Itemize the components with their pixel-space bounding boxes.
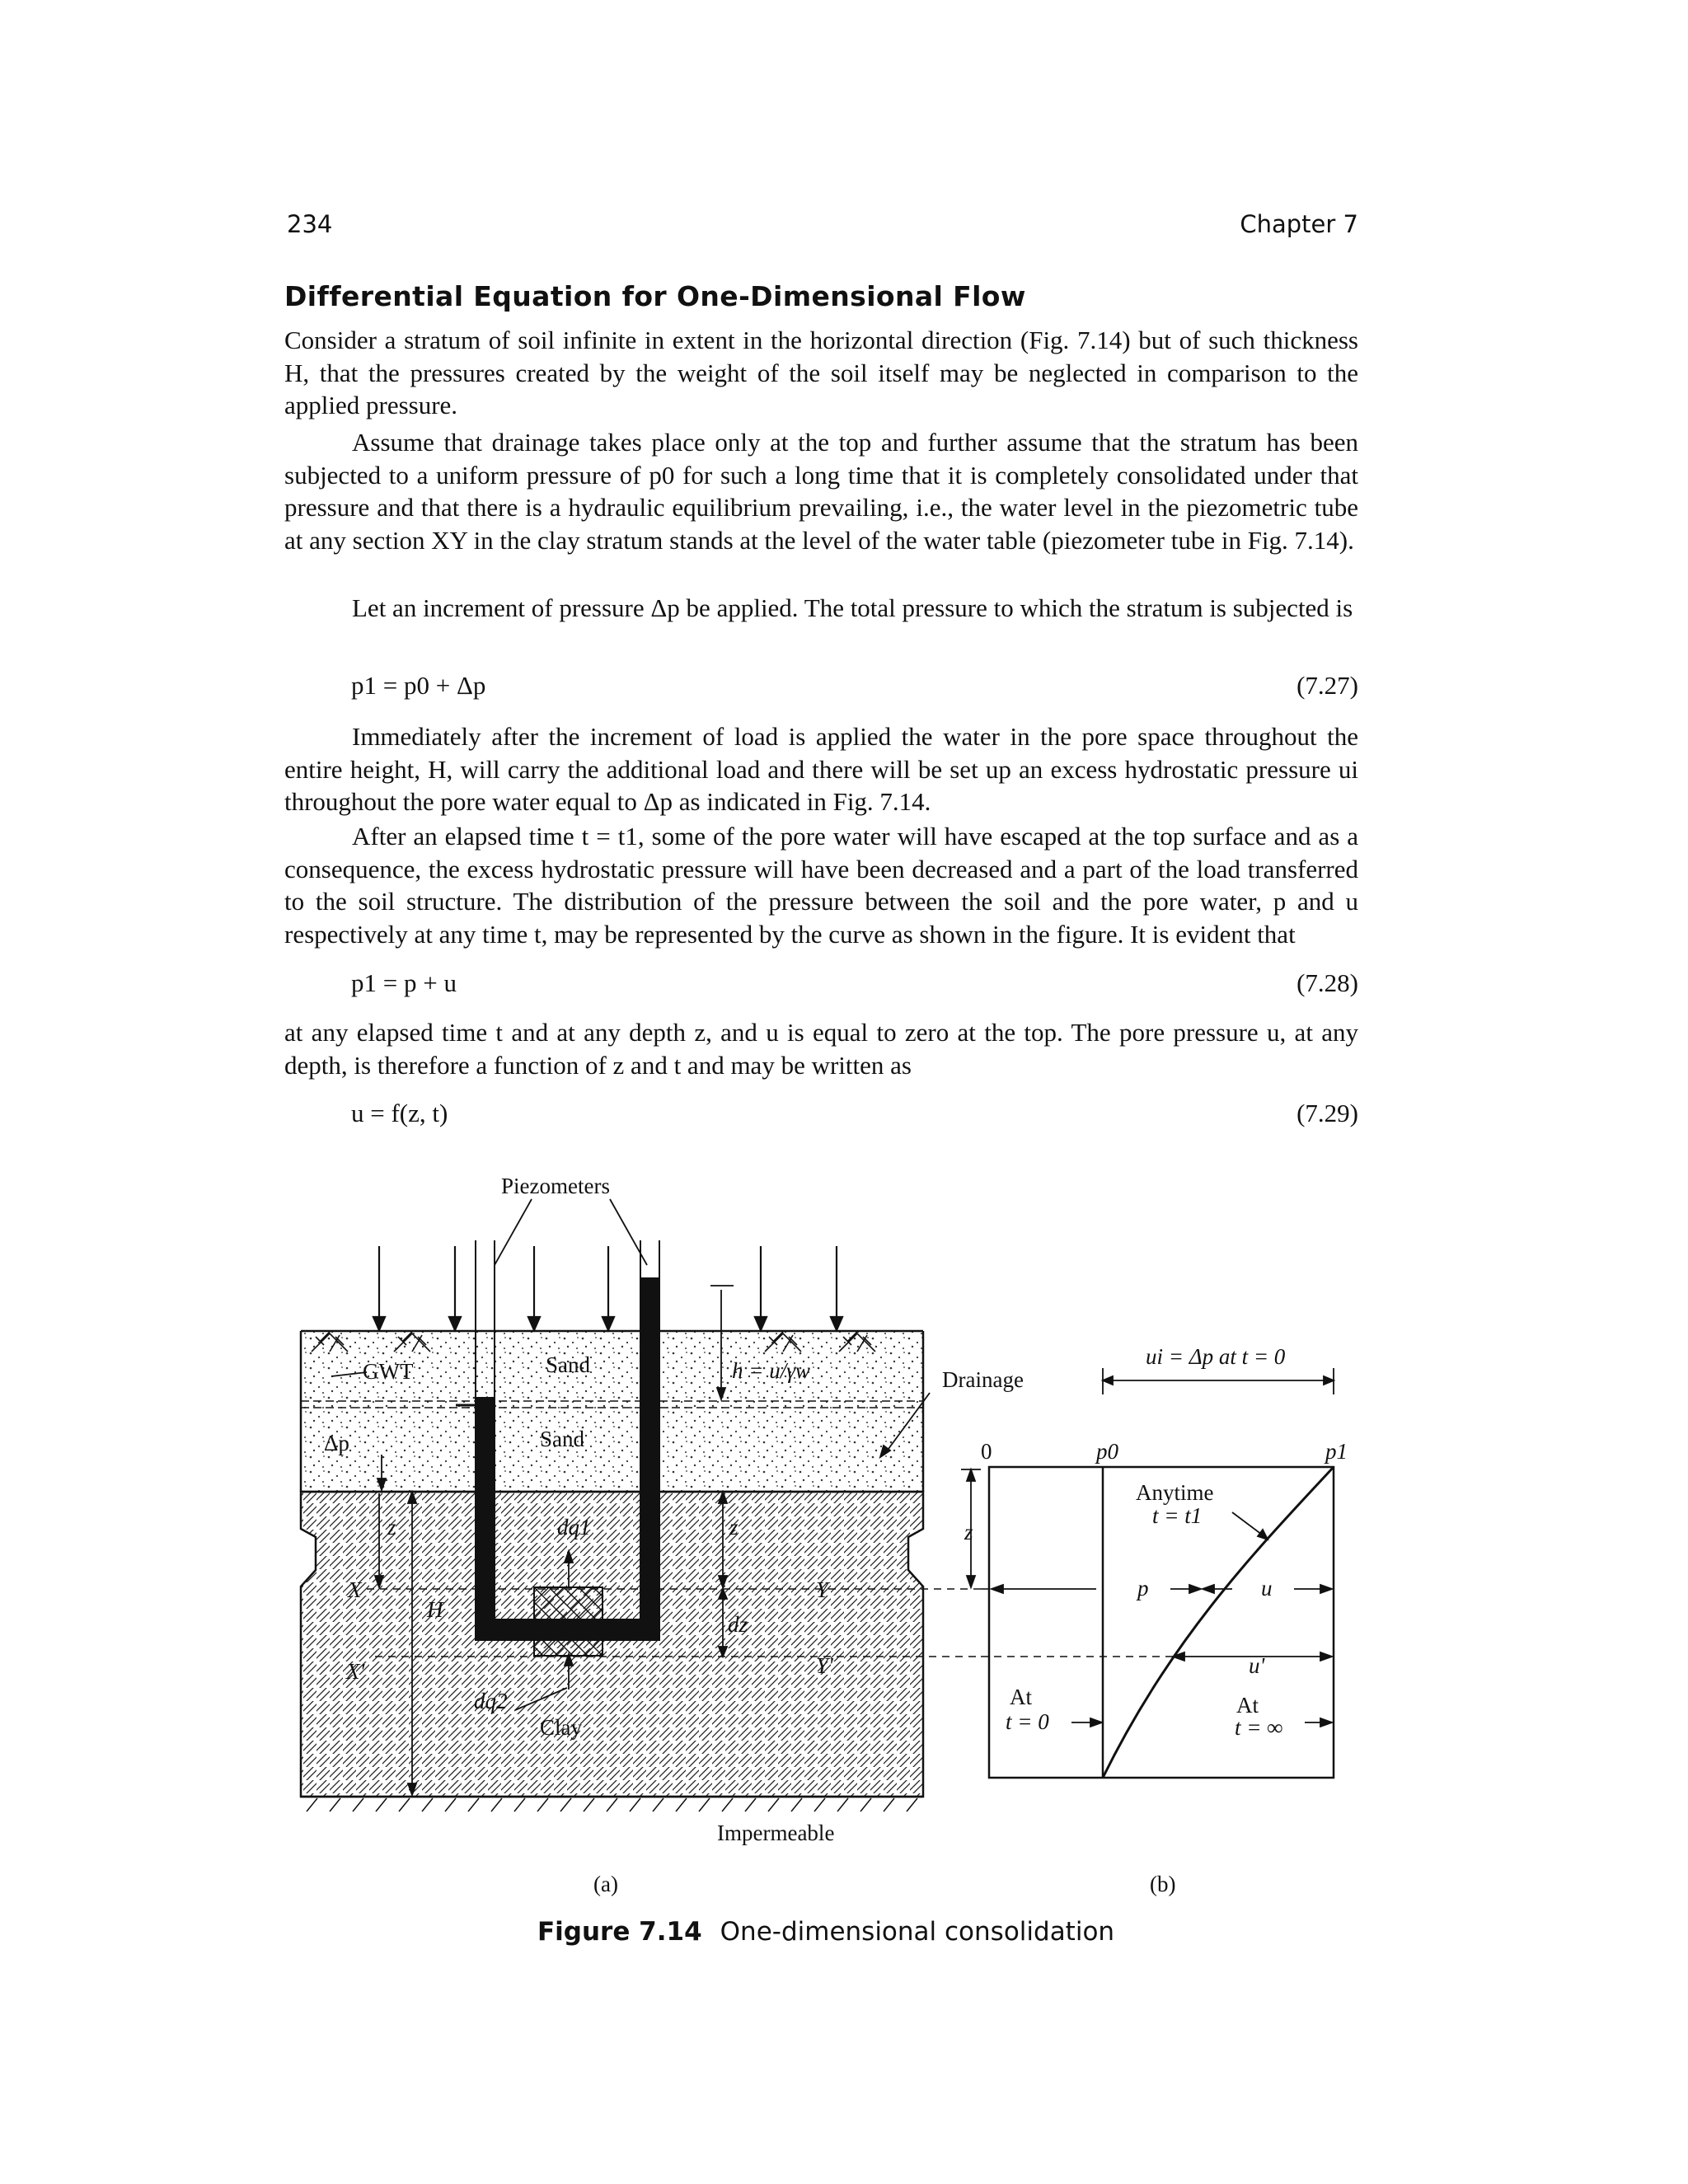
label-head: h = u/γw: [732, 1358, 810, 1383]
label-z-mid: z: [729, 1515, 738, 1540]
sand-layer: [301, 1331, 923, 1492]
label-u-prime: u': [1249, 1653, 1265, 1678]
label-p0: p0: [1096, 1439, 1118, 1464]
label-Y-prime: Y': [816, 1653, 833, 1678]
label-dq1: dq1: [557, 1515, 591, 1540]
label-p: p: [1137, 1576, 1149, 1601]
label-gwt: GWT: [363, 1359, 414, 1384]
label-X: X: [348, 1577, 362, 1602]
label-zero: 0: [981, 1439, 992, 1464]
label-piezometers: Piezometers: [501, 1174, 610, 1198]
label-z-b: z: [964, 1520, 973, 1544]
paragraph-5: After an elapsed time t = t1, some of the pore water will have escaped at the top surface and as a consequence, the excess hydrostatic pressure will have been decreased and a part of the load transferred to the soil structure. The distribution of the pressure between the soil and the pore water, p and u respectively at any time t, may be represented by the curve as shown in the figure. It is evident that: [284, 822, 1358, 949]
page-number: 234: [287, 210, 333, 238]
label-at-right: At: [1236, 1693, 1259, 1718]
figure-caption: [537, 1917, 1114, 1947]
label-drainage: Drainage: [942, 1367, 1024, 1392]
panel-b: [961, 1344, 1348, 1896]
label-H: H: [427, 1597, 443, 1622]
label-at-left: At: [1010, 1685, 1032, 1709]
label-impermeable: Impermeable: [717, 1821, 835, 1845]
equation-number: (7.27): [1296, 671, 1358, 700]
paragraph-2: Assume that drainage takes place only at the top and further assume that the stratum has been subjected to a uniform pressure of p0 for such a long time that it is completely consolidated under that pressure and that there is a hydraulic equilibrium prevailing, i.e., the water level in the piezometric tube at any section XY in the clay stratum stands at the level of the water table (piezometer tube in Fig. 7.14).: [284, 428, 1358, 555]
label-sand-lower: Sand: [540, 1427, 584, 1451]
label-panel-a: (a): [593, 1872, 618, 1896]
impermeable-base: [301, 1797, 923, 1811]
label-sand-upper: Sand: [546, 1352, 590, 1377]
equation-number: (7.29): [1296, 1099, 1358, 1127]
soil-element: [534, 1587, 603, 1656]
paragraph-6: at any elapsed time t and at any depth z, and u is equal to zero at the top. The pore pressure u, at any depth, is therefore a function of z and t and may be written as: [284, 1018, 1358, 1080]
label-u: u: [1261, 1576, 1273, 1601]
equation-expression: p1 = p + u: [351, 968, 457, 997]
isochrone-curve: [1103, 1467, 1334, 1778]
panel-a: [301, 1174, 1024, 1896]
label-t-eq-t1: t = t1: [1152, 1503, 1203, 1528]
paragraph-4: Immediately after the increment of load is applied the water in the pore space throughout the entire height, H, will carry the additional load and there will be set up an excess hydrostatic pressure ui throughout the pore water equal to Δp as indicated in Fig. 7.14.: [284, 722, 1358, 816]
label-t-inf: t = ∞: [1235, 1715, 1283, 1740]
chapter-label: Chapter 7: [1240, 210, 1358, 238]
section-heading: Differential Equation for One-Dimensional Flow: [284, 280, 1026, 312]
figure-caption-text: One-dimensional consolidation: [720, 1917, 1115, 1947]
label-delta-p: Δp: [324, 1431, 349, 1455]
label-dz: dz: [728, 1612, 748, 1637]
label-X-prime: X': [346, 1659, 365, 1684]
paragraph-3: Let an increment of pressure Δp be applied. The total pressure to which the stratum is subjected is: [352, 593, 1353, 622]
label-t0: t = 0: [1006, 1709, 1049, 1734]
label-ui-top: ui = Δp at t = 0: [1146, 1344, 1286, 1369]
equation-expression: u = f(z, t): [351, 1099, 448, 1127]
load-arrows: [373, 1246, 842, 1330]
equation-number: (7.28): [1296, 968, 1358, 997]
label-anytime: Anytime: [1136, 1480, 1214, 1505]
label-Y: Y: [816, 1577, 829, 1602]
equation-expression: p1 = p0 + Δp: [351, 671, 486, 700]
label-panel-b: (b): [1150, 1872, 1176, 1896]
label-clay: Clay: [540, 1715, 582, 1740]
paragraph-1: Consider a stratum of soil infinite in extent in the horizontal direction (Fig. 7.14) but of such thickness H, that the pressures created by the weight of the soil itself may be neglected in comparison to the applied pressure.: [284, 326, 1358, 419]
label-z-left: z: [387, 1515, 396, 1540]
label-dq2: dq2: [474, 1689, 508, 1713]
figure-caption-number: Figure 7.14: [537, 1917, 702, 1947]
label-p1: p1: [1325, 1439, 1348, 1464]
